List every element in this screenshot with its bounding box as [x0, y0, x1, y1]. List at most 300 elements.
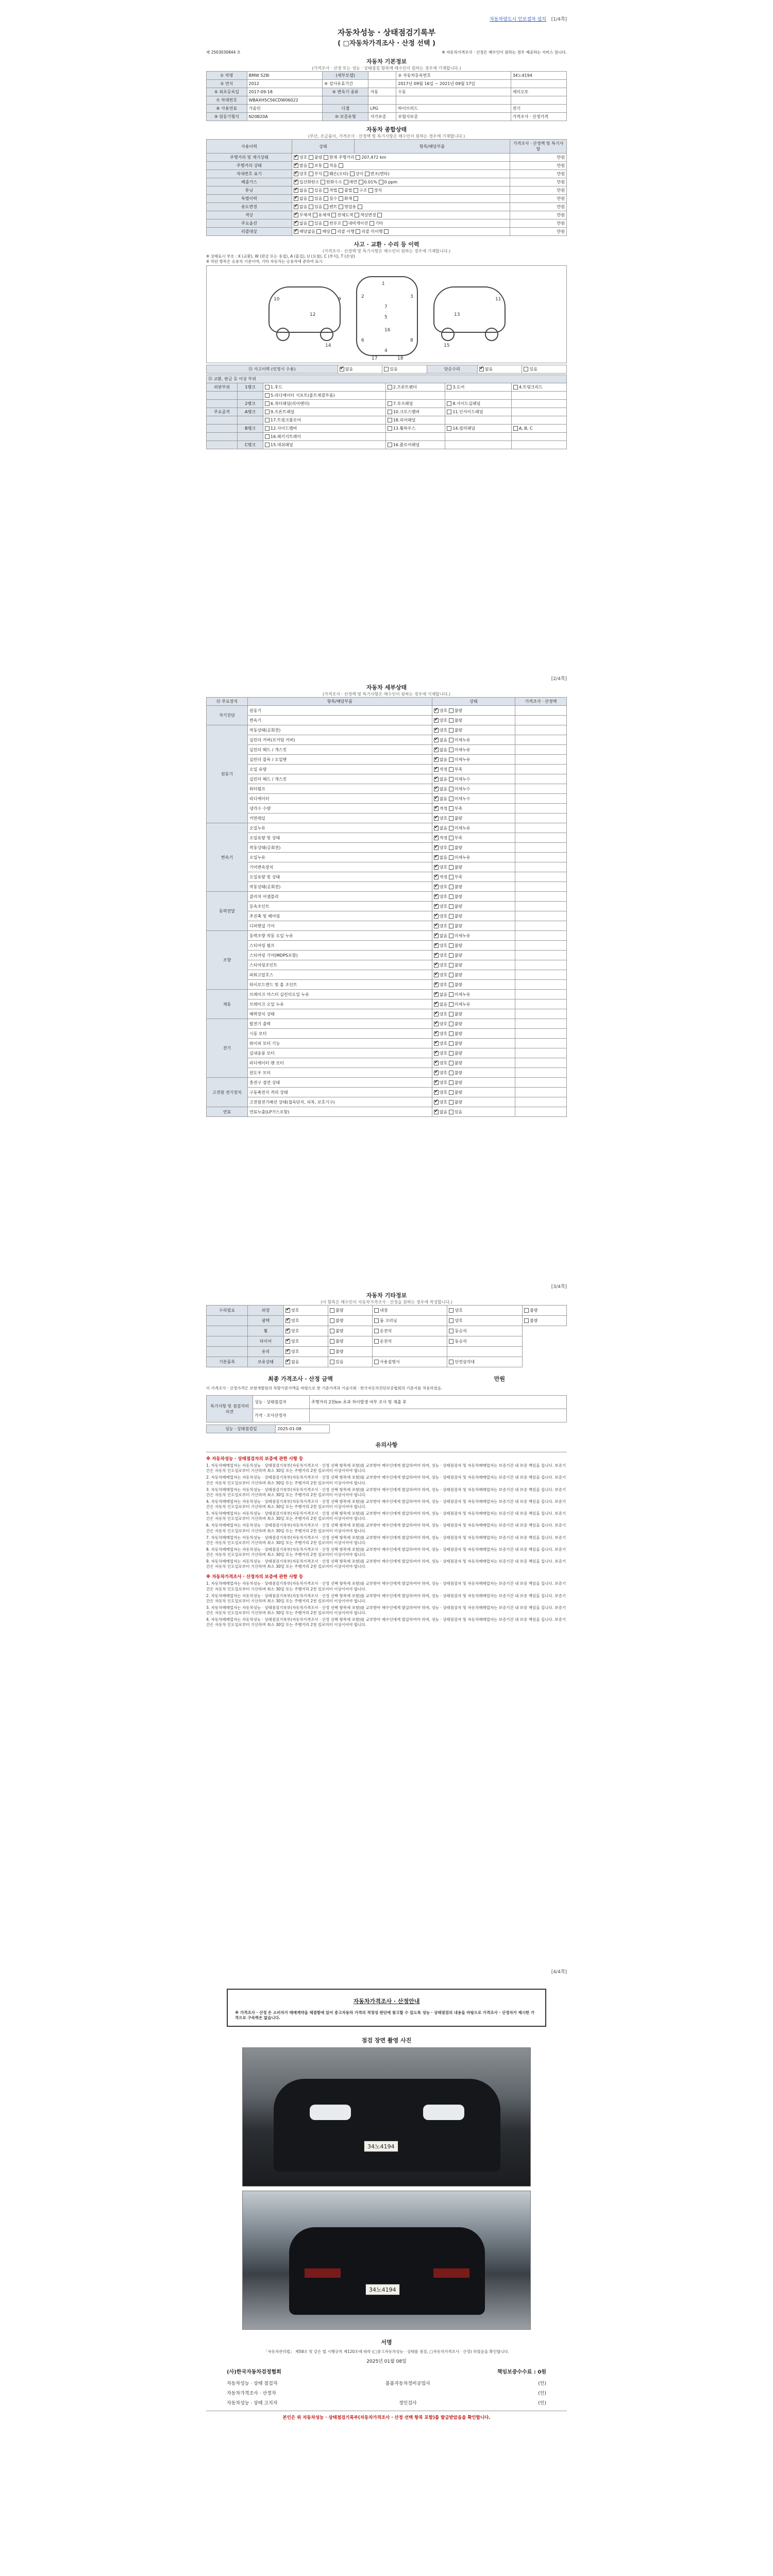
checkbox-icon[interactable]	[434, 708, 439, 713]
checkbox-icon[interactable]	[388, 418, 392, 422]
checkbox-icon[interactable]	[309, 196, 313, 201]
checkbox-icon[interactable]	[449, 826, 453, 831]
exterior-rank: 1랭크	[238, 383, 263, 392]
detail-status[interactable]	[432, 960, 515, 970]
status-options[interactable]	[292, 219, 510, 228]
checkbox-icon[interactable]	[350, 172, 355, 176]
checkbox-label: 있음	[314, 196, 324, 201]
exterior-part[interactable]	[263, 416, 386, 425]
checkbox-icon[interactable]	[449, 894, 453, 899]
checkbox-icon[interactable]	[449, 1012, 453, 1016]
other-option[interactable]	[328, 1306, 372, 1316]
checkbox-icon[interactable]	[434, 963, 439, 968]
checkbox-icon[interactable]	[434, 885, 439, 889]
status-options[interactable]	[292, 195, 510, 203]
detail-status[interactable]	[432, 755, 515, 765]
checkbox-label: 불량	[454, 953, 463, 958]
checkbox-icon[interactable]	[330, 1360, 334, 1364]
other-option[interactable]	[372, 1357, 447, 1367]
other-option[interactable]	[328, 1336, 372, 1347]
exterior-part[interactable]	[385, 441, 445, 449]
exterior-part[interactable]	[263, 441, 386, 449]
checkbox-icon[interactable]	[324, 172, 328, 176]
basic-cell: 보험사보증	[396, 113, 511, 121]
checkbox-icon[interactable]	[265, 401, 270, 406]
checkbox-icon[interactable]	[524, 1318, 529, 1323]
checkbox-icon[interactable]	[265, 434, 270, 439]
checkbox-icon[interactable]	[434, 953, 439, 958]
checkbox-icon[interactable]	[447, 426, 451, 431]
checkbox-icon[interactable]	[449, 1002, 453, 1007]
status-options[interactable]	[292, 228, 510, 236]
checkbox-icon[interactable]	[321, 180, 325, 184]
checkbox-label: 양호	[439, 708, 449, 713]
status-options[interactable]	[292, 170, 510, 178]
detail-price	[515, 823, 567, 833]
status-options[interactable]	[292, 187, 510, 195]
checkbox-icon[interactable]	[330, 1318, 334, 1323]
checkbox-icon[interactable]	[434, 1080, 439, 1085]
checkbox-icon[interactable]	[449, 1110, 453, 1114]
checkbox-icon[interactable]	[434, 767, 439, 772]
detail-status[interactable]	[432, 892, 515, 902]
checkbox-icon[interactable]	[330, 1308, 334, 1313]
checkbox-icon[interactable]	[449, 1051, 453, 1056]
detail-status[interactable]	[432, 1039, 515, 1048]
detail-status[interactable]	[432, 706, 515, 716]
checkbox-icon[interactable]	[265, 443, 270, 447]
checkbox-icon[interactable]	[313, 213, 317, 217]
checkbox-icon[interactable]	[388, 410, 392, 414]
other-option[interactable]	[284, 1306, 328, 1316]
checkbox-icon[interactable]	[294, 163, 298, 168]
other-option[interactable]	[328, 1326, 372, 1336]
other-option[interactable]	[447, 1326, 523, 1336]
checkbox-icon[interactable]	[379, 180, 383, 184]
checkbox-icon[interactable]	[294, 205, 298, 209]
checkbox-icon[interactable]	[356, 229, 360, 234]
exterior-part[interactable]	[263, 425, 386, 433]
exterior-part[interactable]	[385, 425, 445, 433]
checkbox-icon[interactable]	[388, 443, 392, 447]
checkbox-icon[interactable]	[294, 188, 298, 193]
checkbox-icon[interactable]	[449, 1022, 453, 1026]
checkbox-icon[interactable]	[449, 934, 453, 938]
checkbox-icon[interactable]	[449, 992, 453, 997]
checkbox-icon[interactable]	[434, 826, 439, 831]
other-option[interactable]	[447, 1357, 523, 1367]
checkbox-icon[interactable]	[513, 426, 518, 431]
checkbox-icon[interactable]	[324, 196, 328, 201]
checkbox-icon[interactable]	[355, 213, 359, 217]
checkbox-icon[interactable]	[434, 855, 439, 860]
status-options[interactable]	[292, 154, 510, 162]
checkbox-icon[interactable]	[434, 845, 439, 850]
other-option[interactable]	[372, 1336, 447, 1347]
checkbox-icon[interactable]	[449, 796, 453, 801]
checkbox-icon[interactable]	[449, 1090, 453, 1095]
checkbox-icon[interactable]	[374, 1318, 379, 1323]
checkbox-icon[interactable]	[265, 385, 270, 389]
checkbox-icon[interactable]	[369, 221, 374, 226]
detail-status[interactable]	[432, 765, 515, 774]
top-link[interactable]: 자동차양도시 인보절차 설치	[489, 17, 546, 22]
checkbox-label: 1.후드	[271, 385, 283, 390]
detail-status[interactable]	[432, 911, 515, 921]
other-option[interactable]	[372, 1316, 447, 1326]
status-header: 가격조사 · 산정액 및 특기사항	[510, 140, 567, 154]
checkbox-icon[interactable]	[434, 1041, 439, 1046]
checkbox-icon[interactable]	[374, 1339, 379, 1344]
checkbox-icon[interactable]	[434, 1002, 439, 1007]
checkbox-icon[interactable]	[449, 1071, 453, 1075]
checkbox-icon[interactable]	[449, 1080, 453, 1085]
other-option[interactable]	[523, 1316, 567, 1326]
checkbox-icon[interactable]	[343, 221, 347, 226]
checkbox-icon[interactable]	[309, 221, 313, 226]
exterior-part[interactable]	[263, 400, 386, 408]
detail-status[interactable]	[432, 951, 515, 960]
checkbox-icon[interactable]	[449, 1360, 453, 1364]
detail-status[interactable]	[432, 823, 515, 833]
other-option[interactable]	[284, 1336, 328, 1347]
exterior-part[interactable]	[263, 433, 386, 441]
checkbox-icon[interactable]	[449, 787, 453, 791]
exterior-part[interactable]	[511, 383, 566, 392]
checkbox-icon[interactable]	[449, 1031, 453, 1036]
checkbox-icon[interactable]	[434, 728, 439, 733]
checkbox-icon[interactable]	[513, 385, 518, 389]
checkbox-icon[interactable]	[434, 875, 439, 879]
checkbox-icon[interactable]	[449, 748, 453, 752]
checkbox-label: 양호	[439, 884, 449, 889]
detail-status[interactable]	[432, 774, 515, 784]
checkbox-icon[interactable]	[434, 806, 439, 811]
other-option[interactable]	[447, 1336, 523, 1347]
checkbox-icon[interactable]	[294, 155, 298, 160]
checkbox-icon[interactable]	[449, 943, 453, 948]
checkbox-icon[interactable]	[309, 205, 313, 209]
checkbox-icon[interactable]	[384, 229, 389, 234]
checkbox-icon[interactable]	[388, 426, 392, 431]
detail-status[interactable]	[432, 1078, 515, 1088]
checkbox-icon[interactable]	[449, 777, 453, 782]
checkbox-icon[interactable]	[449, 718, 453, 723]
checkbox-icon[interactable]	[449, 708, 453, 713]
checkbox-icon[interactable]	[356, 155, 360, 160]
checkbox-icon[interactable]	[434, 982, 439, 987]
checkbox-icon[interactable]	[479, 367, 484, 371]
detail-status[interactable]	[432, 784, 515, 794]
detail-status[interactable]	[432, 990, 515, 999]
checkbox-icon[interactable]	[434, 1071, 439, 1075]
checkbox-icon[interactable]	[449, 816, 453, 821]
exterior-part[interactable]	[385, 400, 445, 408]
checkbox-icon[interactable]	[449, 1339, 453, 1344]
checkbox-icon[interactable]	[285, 1329, 290, 1333]
checkbox-icon[interactable]	[434, 796, 439, 801]
accident-yes[interactable]	[382, 365, 427, 374]
detail-status[interactable]	[432, 833, 515, 843]
checkbox-icon[interactable]	[434, 1061, 439, 1065]
checkbox-icon[interactable]	[434, 865, 439, 870]
checkbox-icon[interactable]	[354, 196, 358, 201]
checkbox-icon[interactable]	[449, 806, 453, 811]
detail-status[interactable]	[432, 941, 515, 951]
detail-item: 배력장치 상태	[248, 1009, 432, 1019]
checkbox-icon[interactable]	[434, 836, 439, 840]
checkbox-icon[interactable]	[374, 1308, 379, 1313]
checkbox-icon[interactable]	[449, 728, 453, 733]
checkbox-icon[interactable]	[449, 914, 453, 919]
checkbox-icon[interactable]	[359, 180, 363, 184]
checkbox-icon[interactable]	[434, 816, 439, 821]
accident-none[interactable]	[338, 365, 382, 374]
checkbox-icon[interactable]	[434, 787, 439, 791]
checkbox-icon[interactable]	[434, 1110, 439, 1114]
checkbox-icon[interactable]	[294, 196, 298, 201]
detail-status[interactable]	[432, 1097, 515, 1107]
repair-yes[interactable]	[522, 365, 567, 374]
other-option[interactable]	[372, 1326, 447, 1336]
checkbox-icon[interactable]	[330, 1339, 334, 1344]
checkbox-icon[interactable]	[449, 904, 453, 909]
detail-status[interactable]	[432, 1029, 515, 1039]
checkbox-icon[interactable]	[324, 221, 328, 226]
detail-status[interactable]	[432, 980, 515, 990]
detail-status[interactable]	[432, 931, 515, 941]
checkbox-icon[interactable]	[309, 172, 313, 176]
detail-status[interactable]	[432, 1019, 515, 1029]
other-option[interactable]	[328, 1316, 372, 1326]
detail-status[interactable]	[432, 872, 515, 882]
detail-status[interactable]	[432, 1107, 515, 1117]
checkbox-icon[interactable]	[285, 1318, 290, 1323]
checkbox-label: 0.01%	[364, 180, 379, 184]
status-options[interactable]	[292, 178, 510, 187]
checkbox-icon[interactable]	[285, 1339, 290, 1344]
checkbox-icon[interactable]	[434, 718, 439, 723]
checkbox-icon[interactable]	[449, 738, 453, 742]
checkbox-icon[interactable]	[330, 1329, 334, 1333]
exterior-empty	[511, 392, 566, 400]
detail-status[interactable]	[432, 1048, 515, 1058]
checkbox-icon[interactable]	[434, 973, 439, 977]
detail-status[interactable]	[432, 735, 515, 745]
checkbox-icon[interactable]	[358, 205, 362, 209]
checkbox-icon[interactable]	[374, 1329, 379, 1333]
other-option[interactable]	[372, 1306, 447, 1316]
other-option[interactable]	[284, 1357, 328, 1367]
other-option[interactable]	[328, 1357, 372, 1367]
other-option[interactable]	[447, 1316, 523, 1326]
checkbox-icon[interactable]	[434, 1012, 439, 1016]
checkbox-icon[interactable]	[434, 904, 439, 909]
checkbox-icon[interactable]	[309, 155, 313, 160]
other-option[interactable]	[328, 1347, 372, 1357]
other-option[interactable]	[523, 1306, 567, 1316]
detail-status[interactable]	[432, 921, 515, 931]
checkbox-icon[interactable]	[449, 963, 453, 968]
exterior-part[interactable]	[445, 408, 512, 416]
checkbox-icon[interactable]	[434, 894, 439, 899]
exterior-part[interactable]	[385, 416, 445, 425]
other-option[interactable]	[447, 1306, 523, 1316]
checkbox-icon[interactable]	[449, 845, 453, 850]
detail-status[interactable]	[432, 1088, 515, 1097]
repair-none[interactable]	[477, 365, 522, 374]
checkbox-icon[interactable]	[449, 1318, 453, 1323]
checkbox-icon[interactable]	[449, 1308, 453, 1313]
detail-status[interactable]	[432, 716, 515, 725]
detail-status[interactable]	[432, 794, 515, 804]
checkbox-icon[interactable]	[265, 410, 270, 414]
checkbox-icon[interactable]	[368, 188, 373, 193]
checkbox-icon[interactable]	[324, 205, 328, 209]
exterior-part[interactable]	[263, 383, 386, 392]
checkbox-icon[interactable]	[265, 418, 270, 422]
other-option[interactable]	[284, 1316, 328, 1326]
detail-status[interactable]	[432, 745, 515, 755]
checkbox-icon[interactable]	[449, 953, 453, 958]
checkbox-icon[interactable]	[331, 213, 336, 217]
detail-status[interactable]	[432, 1058, 515, 1068]
checkbox-icon[interactable]	[330, 1349, 334, 1354]
signer-seal: (인)	[538, 2381, 546, 2387]
checkbox-icon[interactable]	[339, 205, 343, 209]
detail-status[interactable]	[432, 862, 515, 872]
checkbox-icon[interactable]	[294, 229, 298, 234]
checkbox-icon[interactable]	[449, 1041, 453, 1046]
checkbox-icon[interactable]	[374, 1360, 379, 1364]
checkbox-icon[interactable]	[447, 385, 451, 389]
checkbox-icon[interactable]	[434, 738, 439, 742]
checkbox-label: 불량	[335, 1349, 344, 1354]
detail-status[interactable]	[432, 843, 515, 853]
checkbox-icon[interactable]	[449, 1100, 453, 1105]
checkbox-icon[interactable]	[324, 163, 328, 168]
checkbox-icon[interactable]	[309, 163, 313, 168]
detail-status[interactable]	[432, 882, 515, 892]
detail-status[interactable]	[432, 804, 515, 814]
checkbox-icon[interactable]	[309, 188, 313, 193]
checkbox-icon[interactable]	[447, 401, 451, 406]
exterior-part[interactable]	[385, 383, 445, 392]
checkbox-icon[interactable]	[285, 1308, 290, 1313]
checkbox-icon[interactable]	[449, 865, 453, 870]
detail-status[interactable]	[432, 725, 515, 735]
checkbox-icon[interactable]	[316, 229, 321, 234]
checkbox-icon[interactable]	[331, 229, 336, 234]
checkbox-icon[interactable]	[449, 973, 453, 977]
checkbox-icon[interactable]	[434, 934, 439, 938]
checkbox-icon[interactable]	[434, 1100, 439, 1105]
checkbox-icon[interactable]	[449, 836, 453, 840]
detail-status[interactable]	[432, 853, 515, 862]
status-options[interactable]	[292, 203, 510, 211]
other-option[interactable]	[284, 1326, 328, 1336]
checkbox-icon[interactable]	[377, 213, 382, 217]
checkbox-icon[interactable]	[447, 410, 451, 414]
other-option[interactable]	[284, 1347, 328, 1357]
exterior-part[interactable]	[263, 408, 386, 416]
detail-status[interactable]	[432, 999, 515, 1009]
checkbox-icon[interactable]	[434, 1031, 439, 1036]
exterior-part[interactable]	[445, 425, 512, 433]
checkbox-icon[interactable]	[524, 1308, 529, 1313]
checkbox-icon[interactable]	[294, 221, 298, 226]
checkbox-icon[interactable]	[388, 385, 392, 389]
checkbox-icon[interactable]	[449, 767, 453, 772]
checkbox-icon[interactable]	[384, 367, 389, 371]
exterior-part[interactable]	[445, 383, 512, 392]
detail-status[interactable]	[432, 902, 515, 911]
checkbox-icon[interactable]	[324, 188, 328, 193]
checkbox-icon[interactable]	[339, 196, 343, 201]
checkbox-icon[interactable]	[388, 401, 392, 406]
checkbox-icon[interactable]	[449, 1329, 453, 1333]
checkbox-icon[interactable]	[344, 180, 348, 184]
checkbox-icon[interactable]	[294, 180, 298, 184]
checkbox-icon[interactable]	[434, 943, 439, 948]
exterior-part[interactable]	[385, 408, 445, 416]
checkbox-icon[interactable]	[449, 885, 453, 889]
checkbox-icon[interactable]	[434, 757, 439, 762]
checkbox-icon[interactable]	[265, 393, 270, 398]
checkbox-icon[interactable]	[524, 367, 528, 371]
checkbox-icon[interactable]	[285, 1349, 290, 1354]
status-options[interactable]	[292, 211, 510, 219]
checkbox-icon[interactable]	[434, 777, 439, 782]
checkbox-icon[interactable]	[324, 155, 328, 160]
status-options[interactable]	[292, 162, 510, 170]
other-group	[207, 1347, 248, 1357]
detail-status[interactable]	[432, 1068, 515, 1078]
checkbox-icon[interactable]	[339, 163, 343, 168]
checkbox-icon[interactable]	[354, 188, 358, 193]
detail-status[interactable]	[432, 1009, 515, 1019]
detail-status[interactable]	[432, 970, 515, 980]
checkbox-icon[interactable]	[339, 188, 343, 193]
checkbox-icon[interactable]	[449, 875, 453, 879]
checkbox-icon[interactable]	[265, 426, 270, 431]
checkbox-icon[interactable]	[434, 992, 439, 997]
checkbox-icon[interactable]	[285, 1360, 290, 1364]
table-row	[207, 999, 567, 1009]
checkbox-icon[interactable]	[434, 1051, 439, 1056]
checkbox-icon[interactable]	[434, 748, 439, 752]
checkbox-icon[interactable]	[365, 172, 369, 176]
exterior-part[interactable]	[445, 400, 512, 408]
exterior-part[interactable]	[263, 392, 386, 400]
detail-status[interactable]	[432, 814, 515, 823]
checkbox-icon[interactable]	[449, 1061, 453, 1065]
checkbox-label: 양호	[439, 718, 449, 723]
exterior-part[interactable]	[511, 425, 566, 433]
checkbox-icon[interactable]	[434, 1022, 439, 1026]
checkbox-label: 없음	[291, 1360, 299, 1364]
checkbox-icon[interactable]	[294, 213, 298, 217]
checkbox-icon[interactable]	[449, 855, 453, 860]
checkbox-icon[interactable]	[449, 982, 453, 987]
checkbox-icon[interactable]	[449, 924, 453, 928]
checkbox-icon[interactable]	[449, 757, 453, 762]
checkbox-icon[interactable]	[340, 367, 344, 371]
checkbox-icon[interactable]	[434, 924, 439, 928]
checkbox-icon[interactable]	[434, 914, 439, 919]
checkbox-icon[interactable]	[434, 1090, 439, 1095]
checkbox-icon[interactable]	[294, 172, 298, 176]
